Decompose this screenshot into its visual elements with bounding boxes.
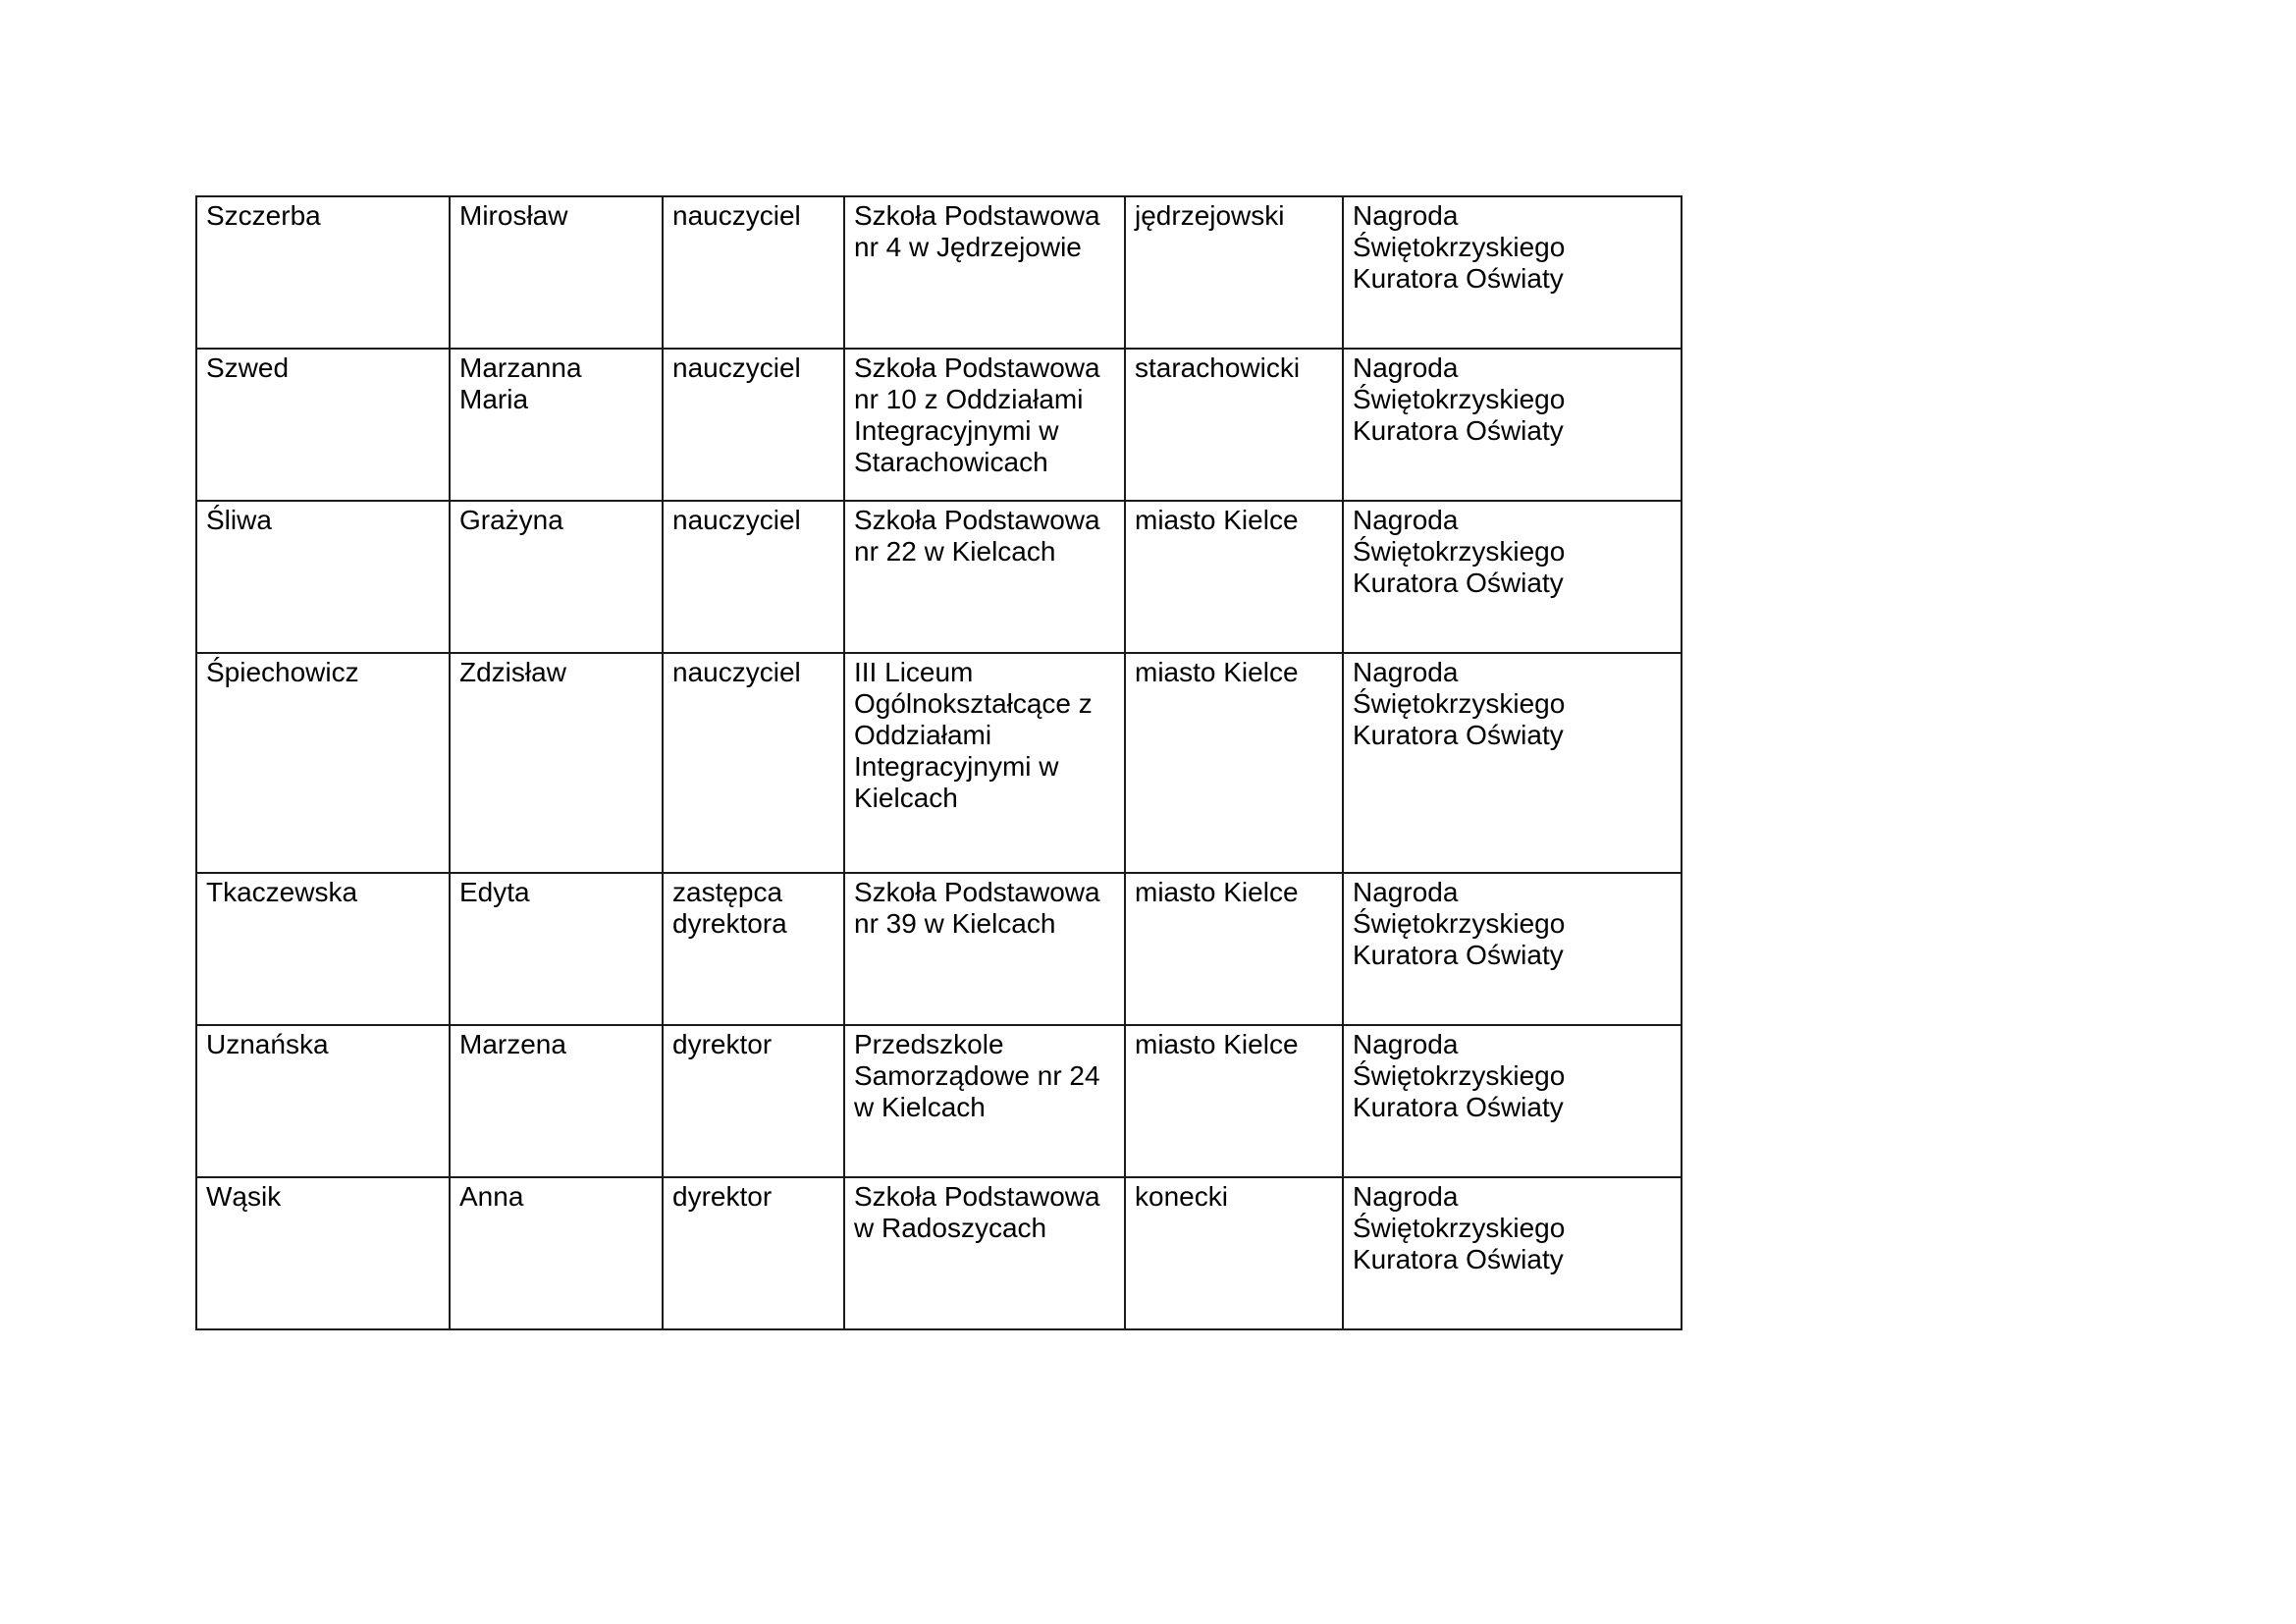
award-text: Nagroda Świętokrzyskiego Kuratora Oświaty [1353,505,1566,598]
position-text: nauczyciel [672,352,801,383]
position-cell [663,653,844,873]
award-text: Nagroda Świętokrzyskiego Kuratora Oświaty [1353,877,1566,970]
position-cell [663,1025,844,1177]
first-name-cell [450,1025,663,1177]
awards-table [195,195,1682,1330]
position-cell [663,196,844,349]
school-text: Szkoła Podstawowa w Radoszycach [854,1181,1100,1243]
district-cell [1125,873,1343,1025]
award-cell [1343,873,1682,1025]
award-cell [1343,196,1682,349]
award-cell [1343,349,1682,501]
school-cell [844,1177,1125,1329]
school-cell [844,196,1125,349]
award-cell [1343,1177,1682,1329]
table-row [196,873,1682,1025]
table-row [196,1177,1682,1329]
surname-text: Szwed [206,352,290,383]
first-name-cell [450,1177,663,1329]
district-cell [1125,653,1343,873]
surname-text: Uznańska [206,1029,329,1059]
surname-cell [196,653,450,873]
district-text: miasto Kielce [1135,1029,1299,1059]
position-text: dyrektor [672,1029,773,1059]
award-text: Nagroda Świętokrzyskiego Kuratora Oświaty [1353,352,1566,446]
award-text: Nagroda Świętokrzyskiego Kuratora Oświaty [1353,200,1566,294]
school-text: Szkoła Podstawowa nr 10 z Oddziałami Integracyjnymi w Starachowicach [854,352,1100,477]
school-text: III Liceum Ogólnokształcące z Oddziałami Integracyjnymi w Kielcach [854,657,1093,813]
surname-text: Śliwa [206,505,272,535]
first-name-text: Marzena [459,1029,566,1059]
award-text: Nagroda Świętokrzyskiego Kuratora Oświaty [1353,657,1566,750]
surname-text: Wąsik [206,1181,282,1212]
first-name-text: Marzanna Maria [459,352,582,414]
award-text: Nagroda Świętokrzyskiego Kuratora Oświaty [1353,1029,1566,1122]
first-name-cell [450,349,663,501]
surname-cell [196,501,450,653]
award-text: Nagroda Świętokrzyskiego Kuratora Oświaty [1353,1181,1566,1274]
surname-cell [196,196,450,349]
surname-text: Szczerba [206,200,321,231]
surname-cell [196,349,450,501]
district-cell [1125,349,1343,501]
school-cell [844,653,1125,873]
position-cell [663,1177,844,1329]
school-cell [844,501,1125,653]
school-text: Szkoła Podstawowa nr 39 w Kielcach [854,877,1100,939]
position-cell [663,873,844,1025]
position-text: zastępca dyrektora [672,877,787,939]
first-name-cell [450,873,663,1025]
first-name-cell [450,196,663,349]
first-name-text: Grażyna [459,505,563,535]
school-text: Szkoła Podstawowa nr 4 w Jędrzejowie [854,200,1100,262]
position-text: nauczyciel [672,657,801,687]
district-cell [1125,501,1343,653]
surname-text: Tkaczewska [206,877,358,907]
district-text: starachowicki [1135,352,1301,383]
table-row [196,349,1682,501]
district-cell [1125,1177,1343,1329]
surname-cell [196,873,450,1025]
table-row [196,196,1682,349]
table-row [196,501,1682,653]
school-cell [844,873,1125,1025]
first-name-cell [450,653,663,873]
school-text: Przedszkole Samorządowe nr 24 w Kielcach [854,1029,1100,1122]
school-cell [844,1025,1125,1177]
position-cell [663,501,844,653]
first-name-cell [450,501,663,653]
award-cell [1343,501,1682,653]
school-text: Szkoła Podstawowa nr 22 w Kielcach [854,505,1100,567]
position-text: nauczyciel [672,505,801,535]
district-text: jędrzejowski [1135,200,1285,231]
first-name-text: Zdzisław [459,657,566,687]
position-text: dyrektor [672,1181,773,1212]
surname-text: Śpiechowicz [206,657,359,687]
position-text: nauczyciel [672,200,801,231]
award-cell [1343,1025,1682,1177]
table-row [196,1025,1682,1177]
district-text: miasto Kielce [1135,505,1299,535]
district-text: konecki [1135,1181,1228,1212]
first-name-text: Edyta [459,877,530,907]
award-cell [1343,653,1682,873]
surname-cell [196,1177,450,1329]
school-cell [844,349,1125,501]
district-text: miasto Kielce [1135,877,1299,907]
position-cell [663,349,844,501]
table-row [196,653,1682,873]
district-text: miasto Kielce [1135,657,1299,687]
district-cell [1125,196,1343,349]
first-name-text: Anna [459,1181,524,1212]
district-cell [1125,1025,1343,1177]
surname-cell [196,1025,450,1177]
first-name-text: Mirosław [459,200,568,231]
